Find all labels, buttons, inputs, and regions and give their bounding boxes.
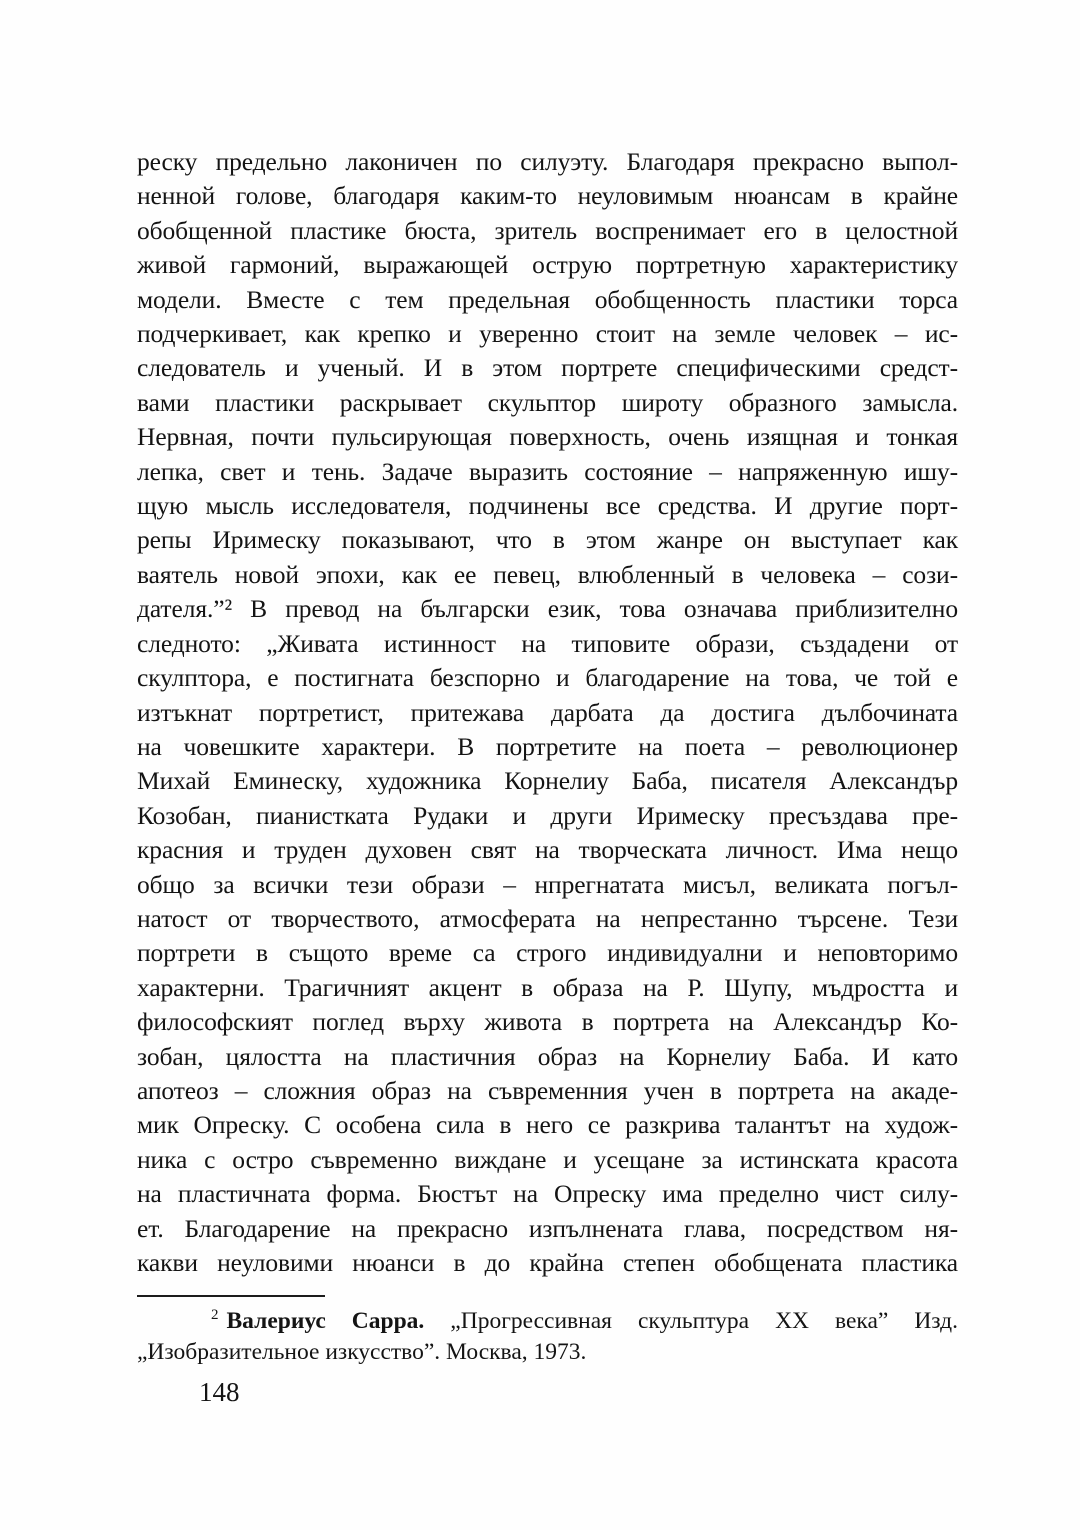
- footnote-citation-continued: „Изобразительное изкусство”. Москва, 1973.: [137, 1338, 587, 1365]
- text-line: лепка, свет и тень. Задаче выразить состояние – напряженную ишу-: [137, 456, 958, 486]
- text-line: следното: „Живата истинност на типовите образи, създадени от: [137, 628, 958, 658]
- text-line: обобщенной пластике бюста, зритель воспренимает его в целостной: [137, 215, 958, 245]
- text-line: ет. Благодарение на прекрасно изпълнената глава, посредством ня-: [137, 1213, 958, 1243]
- text-line: ника с остро съвременно виждане и усещане за истинската красота: [137, 1144, 958, 1174]
- text-line: реску предельно лаконичен по силуэту. Благодаря прекрасно выпол-: [137, 147, 958, 176]
- body-text: [137, 145, 958, 1280]
- text-line: Нервная, почти пульсирующая поверхность, очень изящная и тонкая: [137, 422, 958, 452]
- text-line: портрети в същото време са строго индивидуални и неповторимо: [137, 938, 958, 968]
- footnote-citation: [137, 1306, 958, 1337]
- text-line: вами пластики раскрывает скульптор широту образного замысла.: [137, 387, 958, 417]
- text-line: ненной голове, благодаря каким-то неуловимым нюансам в крайне: [137, 181, 958, 211]
- page-number: 148: [199, 1377, 240, 1407]
- text-line: дателя.”² В превод на български език, това означава приблизително: [137, 594, 958, 624]
- text-line: общо за всички тези образи – нпрегнатата мисъл, великата погъл-: [137, 869, 958, 899]
- text-line: модели. Вместе с тем предельная обобщенность пластики торса: [137, 284, 958, 314]
- text-line: на пластичната форма. Бюстът на Опреску има пределно чист силу-: [137, 1179, 958, 1209]
- text-line: Михай Еминеску, художника Корнелиу Баба, писателя Александър: [137, 766, 958, 796]
- text-line: Козобан, пианистката Рудаки и други Иримеску пресъздава пре-: [137, 800, 958, 830]
- text-line: репы Иримеску показывают, что в этом жанре он выступает как: [137, 525, 958, 555]
- text-line: следователь и ученый. И в этом портрете специфическими средст-: [137, 353, 958, 383]
- text-line: характерни. Трагичният акцент в образа на Р. Шупу, мъдростта и: [137, 972, 958, 1002]
- text-line: на човешките характери. В портретите на поета – революционер: [137, 731, 958, 761]
- footnote-text: „Прогрессивная скульптура ХХ века” Изд.: [450, 1308, 958, 1334]
- text-line: щую мысль исследователя, подчинены все средства. И другие порт-: [137, 491, 958, 521]
- text-line: живой гармоний, выражающей острую портретную характеристику: [137, 250, 958, 280]
- footnote-separator: [137, 1295, 325, 1297]
- text-line: скулптора, е постигната безспорно и благодарение на това, че той е: [137, 663, 958, 693]
- text-line: натост от творчеството, атмосферата на непрестанно търсене. Тези: [137, 903, 958, 933]
- text-line: апотеоз – сложния образ на съвременния учен в портрета на акаде-: [137, 1075, 958, 1105]
- text-line: зобан, цялостта на пластичния образ на Корнелиу Баба. И като: [137, 1041, 958, 1071]
- footnote-marker: 2: [211, 1307, 219, 1324]
- text-line: изтъкнат портретист, притежава дарбата да достига дълбочината: [137, 697, 958, 727]
- text-line: красния и труден духовен свят на творческата личност. Има нещо: [137, 835, 958, 865]
- text-line: философският поглед върху живота в портрета на Александър Ко-: [137, 1007, 958, 1037]
- text-line: подчеркивает, как крепко и уверенно стоит на земле человек – ис-: [137, 319, 958, 349]
- footnote-author: Валериус Сарра.: [226, 1308, 425, 1334]
- text-line: ваятель новой эпохи, как ее певец, влюбленный в человека – сози-: [137, 559, 958, 589]
- text-line: мик Опреску. С особена сила в него се разкрива талантът на худож-: [137, 1110, 958, 1140]
- text-line: какви неуловими нюанси в до крайна степен обобщената пластика: [137, 1248, 958, 1277]
- footnote: [137, 1306, 958, 1367]
